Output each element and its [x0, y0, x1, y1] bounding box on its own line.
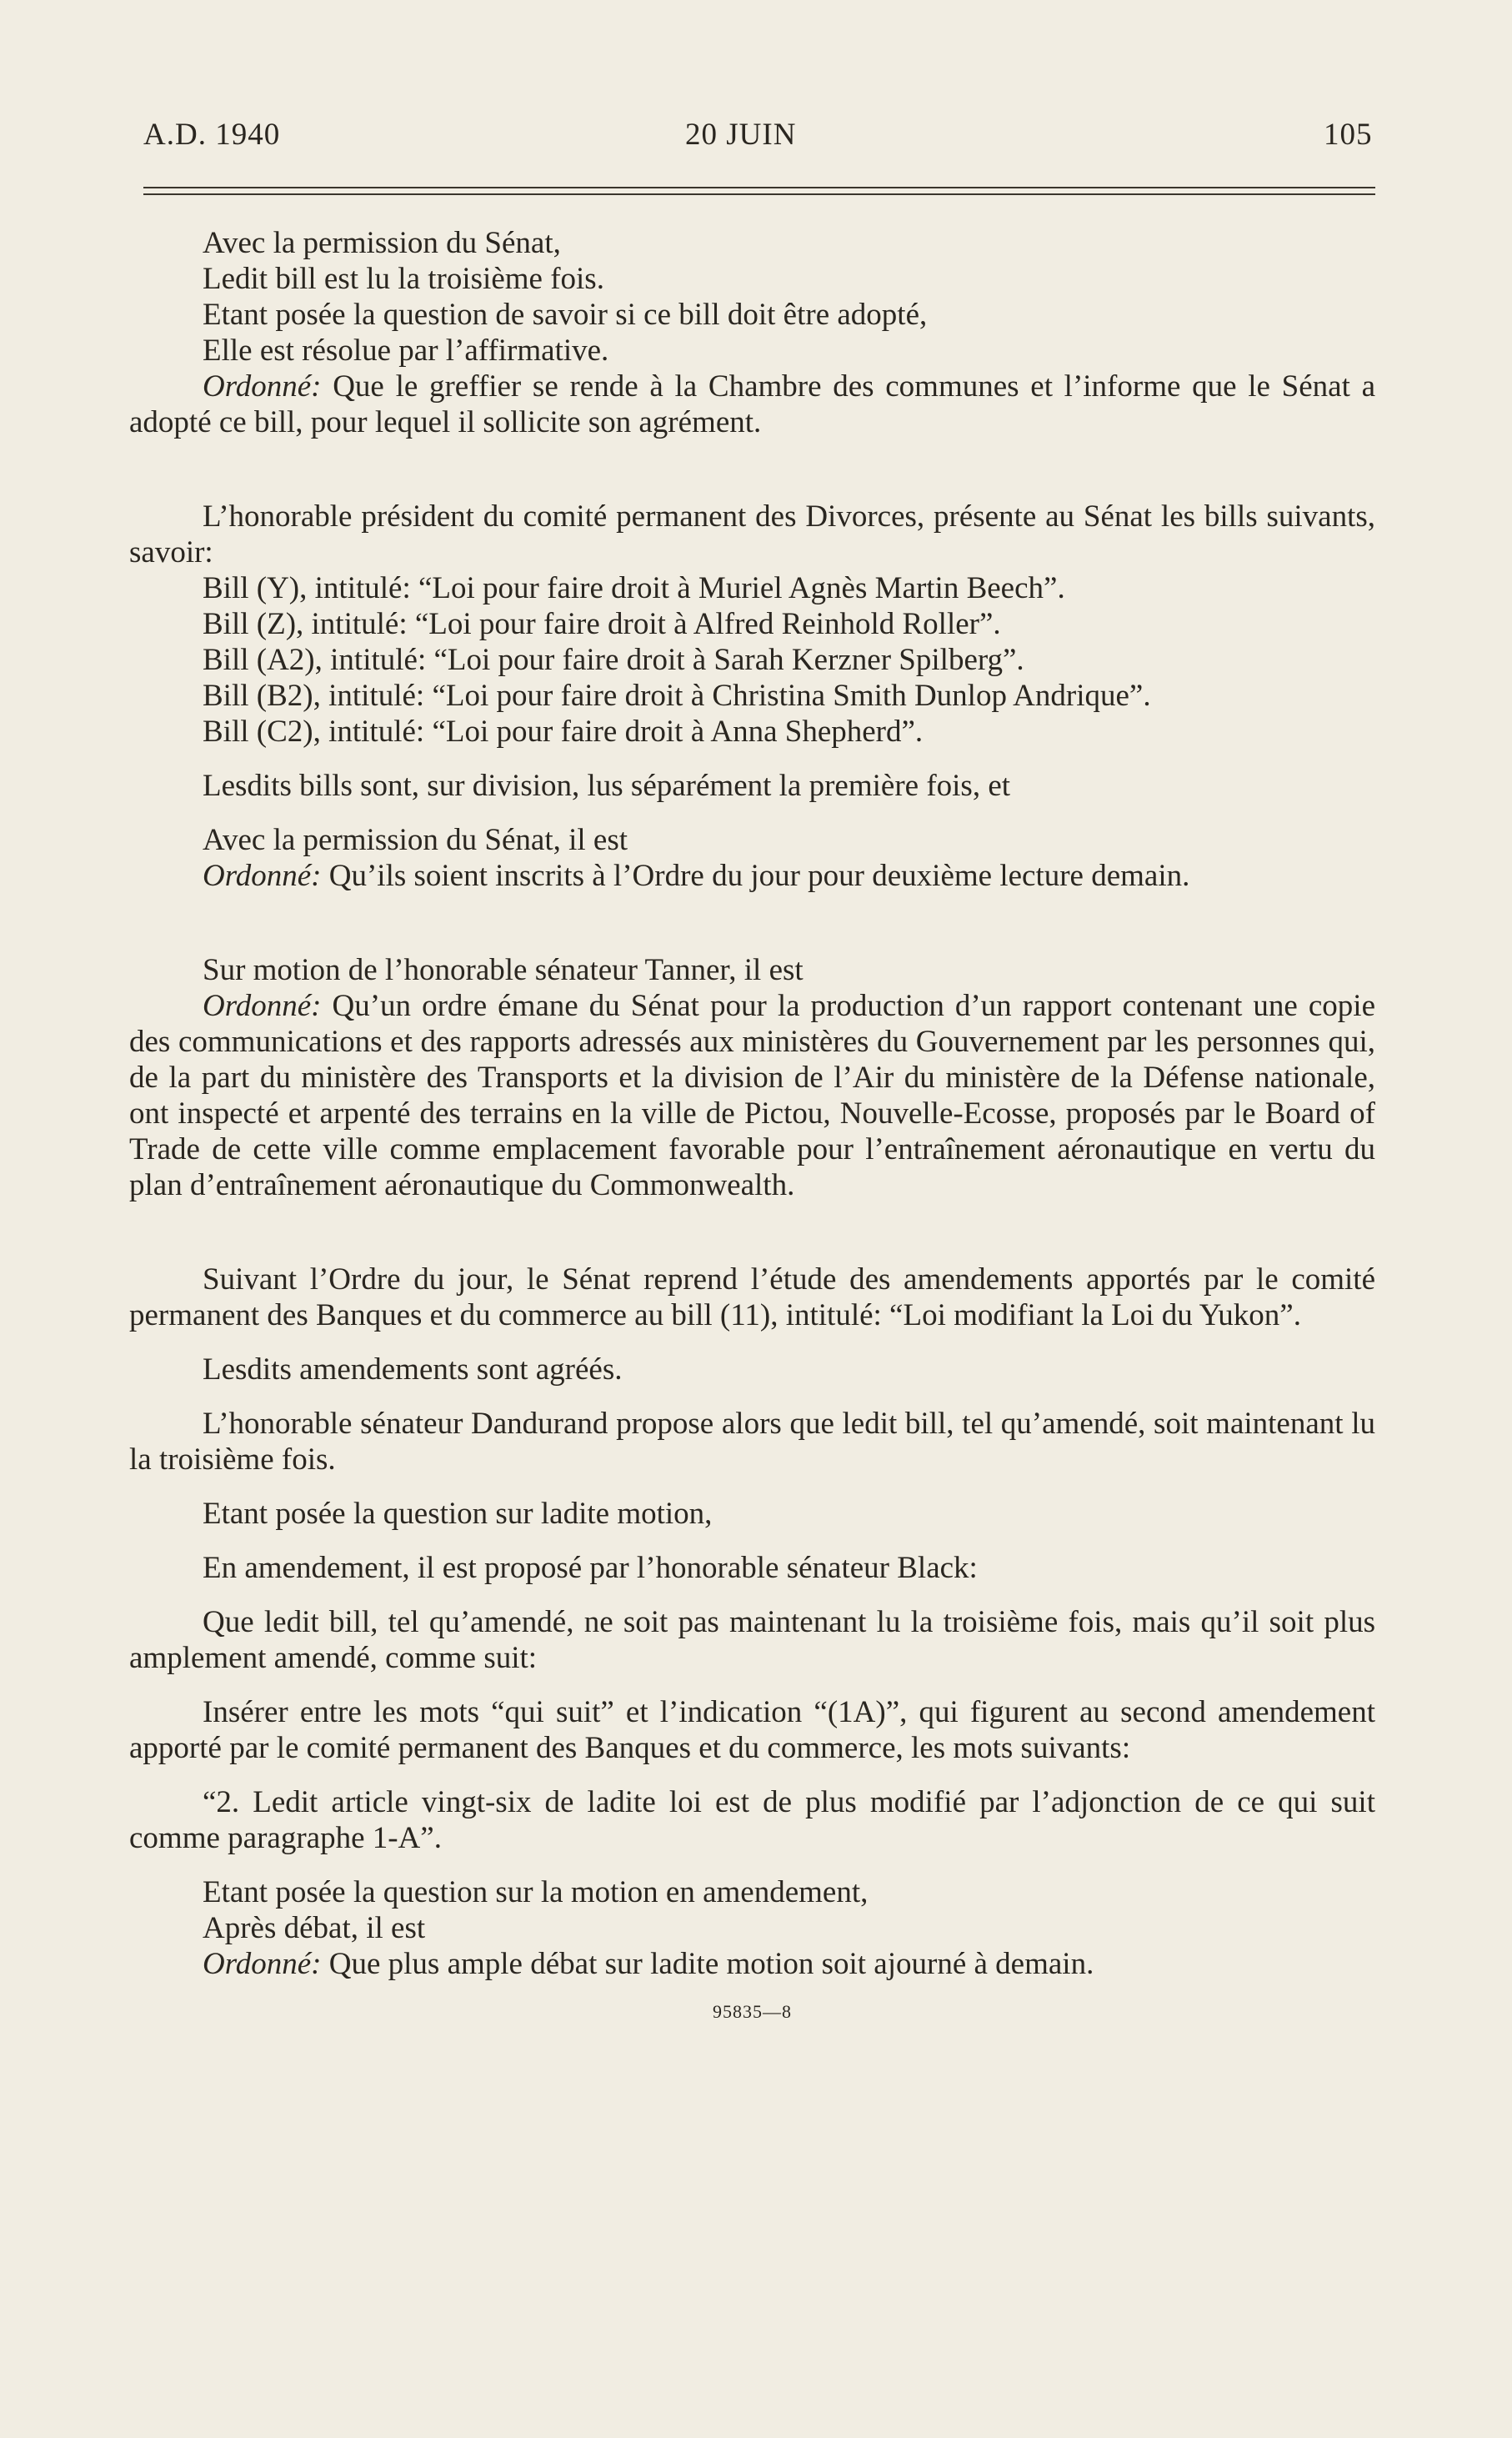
bill-item: Bill (A2), intitulé: “Loi pour faire droit à Sarah Kerzner Spilberg”.	[203, 643, 1024, 677]
section-third-reading	[129, 225, 1375, 440]
text-paragraph: Sur motion de l’honorable sénateur Tanner, il est	[203, 953, 804, 987]
order-label: Ordonné:	[203, 989, 322, 1023]
header-year: A.D. 1940	[143, 118, 281, 152]
text-paragraph: Lesdits bills sont, sur division, lus séparément la première fois, et	[203, 769, 1011, 803]
text-paragraph: Suivant l’Ordre du jour, le Sénat reprend l’étude des amendements apportés par le comité permanent des Banques et du commerce au bill (11), intitulé: “Loi modifiant la Loi du Yukon”.	[129, 1262, 1375, 1332]
order-paragraph	[129, 369, 1375, 440]
text-paragraph: Avec la permission du Sénat, il est	[203, 823, 628, 857]
page-number: 105	[1324, 118, 1373, 152]
bill-item: Bill (Y), intitulé: “Loi pour faire droit à Muriel Agnès Martin Beech”.	[203, 571, 1065, 605]
text-line: Ledit bill est lu la troisième fois.	[203, 262, 604, 296]
order-paragraph	[129, 1946, 1375, 1982]
text-paragraph: En amendement, il est proposé par l’honorable sénateur Black:	[203, 1551, 978, 1585]
text-paragraph: Lesdits amendements sont agréés.	[203, 1352, 623, 1387]
bill-item: Bill (B2), intitulé: “Loi pour faire droit à Christina Smith Dunlop Andrique”.	[203, 679, 1151, 713]
header-rule-bottom	[143, 193, 1375, 195]
section-divorce-bills	[129, 499, 1375, 894]
bill-item: Bill (Z), intitulé: “Loi pour faire droit à Alfred Reinhold Roller”.	[203, 607, 1001, 641]
text-paragraph: Que ledit bill, tel qu’amendé, ne soit pas maintenant lu la troisième fois, mais qu’il soit plus amplement amendé, comme suit:	[129, 1605, 1375, 1675]
section-yukon-bill	[129, 1262, 1375, 1982]
text-line: Avec la permission du Sénat,	[203, 226, 561, 260]
document-body	[129, 225, 1375, 2029]
text-line: Etant posée la question de savoir si ce bill doit être adopté,	[203, 298, 928, 332]
order-label: Ordonné:	[203, 369, 322, 404]
text-paragraph: L’honorable président du comité permanent des Divorces, présente au Sénat les bills suivants, savoir:	[129, 499, 1375, 569]
order-text: Qu’un ordre émane du Sénat pour la production d’un rapport contenant une copie des communications et des rapports adressés aux ministères du Gouvernement par les personnes qui, de la part du ministère des Transports et la division de l’Air du ministère de la Défense nationale, ont inspecté et arpenté des terrains en la ville de Pictou, Nouvelle-Ecosse, proposés par le Board of Trade de cette ville comme emplacement favorable pour l’entraînement aéronautique en vertu du plan d’entraînement aéronautique du Commonwealth.	[129, 989, 1375, 1202]
order-text: Que plus ample débat sur ladite motion soit ajourné à demain.	[321, 1947, 1094, 1981]
text-paragraph: “2. Ledit article vingt-six de ladite loi est de plus modifié par l’adjonction de ce qui suit comme paragraphe 1-A”.	[129, 1785, 1375, 1855]
header-date: 20 JUIN	[685, 118, 797, 152]
bill-item: Bill (C2), intitulé: “Loi pour faire droit à Anna Shepherd”.	[203, 715, 924, 749]
text-paragraph: Etant posée la question sur la motion en amendement,	[203, 1875, 869, 1909]
text-paragraph: Après débat, il est	[203, 1911, 426, 1945]
text-paragraph: L’honorable sénateur Dandurand propose alors que ledit bill, tel qu’amendé, soit maintenant lu la troisième fois.	[129, 1407, 1375, 1477]
order-paragraph	[129, 858, 1375, 894]
order-label: Ordonné:	[203, 859, 322, 893]
text-paragraph: Etant posée la question sur ladite motion,	[203, 1497, 713, 1531]
section-tanner-motion	[129, 952, 1375, 1203]
order-label: Ordonné:	[203, 1947, 322, 1981]
text-paragraph: Insérer entre les mots “qui suit” et l’indication “(1A)”, qui figurent au second amendement apporté par le comité permanent des Banques et du commerce, les mots suivants:	[129, 1695, 1375, 1765]
order-paragraph	[129, 988, 1375, 1203]
order-text: Qu’ils soient inscrits à l’Ordre du jour pour deuxième lecture demain.	[321, 859, 1190, 893]
text-line: Elle est résolue par l’affirmative.	[203, 334, 609, 368]
printer-code: 95835—8	[713, 2001, 792, 2022]
header-rule-top	[143, 187, 1375, 188]
order-text: Que le greffier se rende à la Chambre des communes et l’informe que le Sénat a adopté ce bill, pour lequel il sollicite son agrément.	[129, 369, 1375, 439]
